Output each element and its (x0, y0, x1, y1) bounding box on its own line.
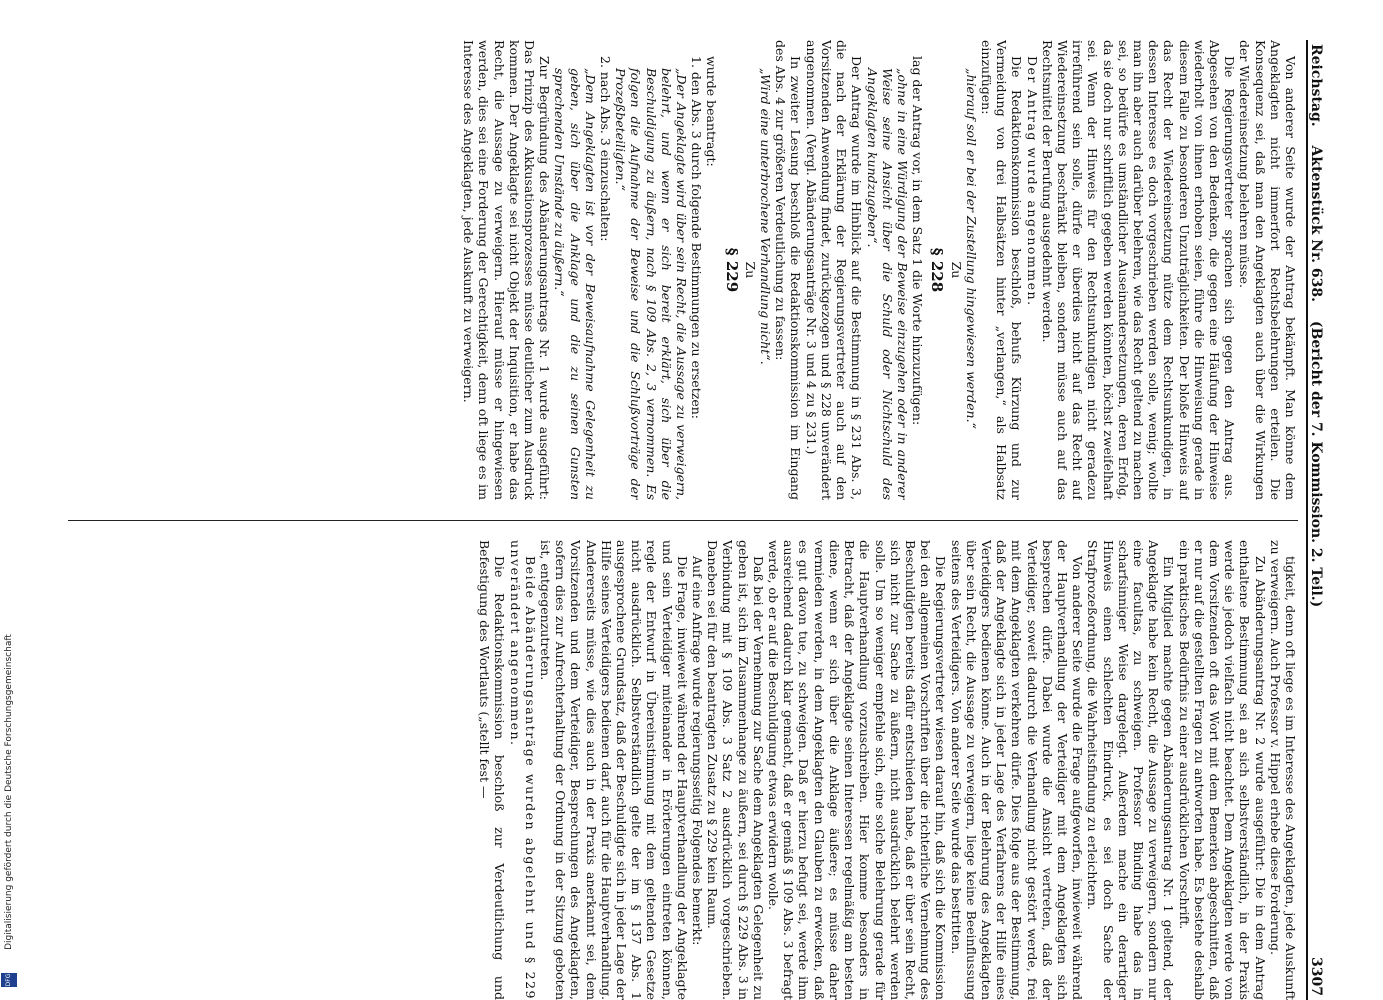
section-intro: Zu (948, 261, 964, 279)
page-number: 3307 (1308, 957, 1324, 996)
header-title (1308, 44, 1324, 621)
quote: „Dem Angeklagten ist vor der Beweisaufnahme Gelegenheit zu geben, sich über die Anklage und die zu seinen Gunsten sprechenden Umstände zu äußern.“ (552, 68, 598, 500)
paragraph: Von anderer Seite wurde der Antrag bekämpft. Man könne dem Angeklagten nicht immerfort Rechtsbelehrungen erteilen. Die Konsequenz sei, daß man den Angeklagten auch über die Wirkungen der Wiedereinsetzung belehren müsse. (1237, 40, 1298, 500)
paragraph: Die Redaktionskommission beschloß zur Verdeutlichung und Befestigung des Wortlauts („stellt fest — (477, 540, 508, 1000)
paragraph: wurde beantragt: (704, 56, 720, 167)
paragraph: Die Regierungsvertreter wiesen darauf hin, daß sich die Kommission bei den allgemeinen Vorschriften über die richterliche Vernehmung des Beschuldigten bereits dafür entschieden habe, daß er über sein Recht, sich nicht zur Sache zu äußern, nicht ausdrücklich belehrt werden solle. Um so weniger empfehle sich, eine solche Belehrung gerade für die Hauptverhandlung vorzuschreiben. Hier komme besonders in Betracht, daß der Angeklagte seinen Interessen regelmäßig am besten diene, wenn er sich über die Anklage äußere; es müsse daher vermieden werden, in dem Angeklagten den Glauben zu erwecken, daß es gut davon tue, zu schweigen. Daß er hierzu befugt sei, werde ihm ausreichend dadurch klar gemacht, daß er gemäß § 109 Abs. 3 befragt werde, ob er auf die Beschuldigung etwas erwidern wolle. (766, 540, 949, 1000)
dfg-logo-icon: DFG (1, 973, 17, 987)
quote: „ohne in eine Würdigung der Beweise einzugehen oder in anderer Weise seine Ansicht über die Schuld oder Nichtschuld des Angeklagten kundzugeben“. (864, 68, 910, 500)
header-reichstag: Reichstag. (1308, 44, 1324, 127)
paragraph: Die Regierungsvertreter sprachen sich gegen den Antrag aus. Abgesehen von den Bedenken, die gegen eine Häufung der Hinweise wiederholt von ihnen erhoben seien, führe die Hinweisung gerade in diesem Falle zu besonderen Unzuträglichkeiten. Der bloße Hinweis auf das Recht der Wiedereinsetzung nütze dem Rechtsunkundigen, in dessen Interesse es doch vorgeschrieben werden solle, wenig; wollte man ihn aber auch darüber belehren, wie das Recht geltend zu machen sei, so bedürfe es umständlicher Auseinandersetzungen, deren Erfolg, da sie doch nur schriftlich gegeben werden könnten, höchst zweifelhaft sei. Wenn der Hinweis für den Rechtsunkundigen nicht geradezu irreführend sein solle, dürfe er überdies nicht auf das Recht auf Wiedereinsetzung beschränkt bleiben, sondern müsse auch auf das Rechtsmittel der Berufung ausgedehnt werden. (1039, 40, 1238, 500)
left-column (68, 40, 1298, 500)
paragraph: tigkeit, denn oft liege es im Interesse des Angeklagten, jede Auskunft zu verweigern. Auch Professor v. Hippel erhebe diese Forderung. (1267, 540, 1298, 1000)
paragraph: Die Redaktionskommission beschloß, behufs Kürzung und zur Vermeidung von drei Halbsätzen hinter „verlangen,“ als Halbsatz einzufügen: (978, 40, 1025, 500)
list-item: 2. nach Abs. 3 einzuschalten: (598, 56, 614, 242)
paragraph: Beide Abänderungsanträge wurden abgelehnt und § 229 unverändert angenommen. (507, 540, 538, 1000)
scanned-page (38, 40, 1338, 1000)
paragraph: In zweiter Lesung beschloß die Redaktionskommission im Eingang des Abs. 4 zur größeren Verdeutlichung zu fassen: (773, 40, 804, 500)
section-heading-229: § 229 (722, 247, 741, 293)
right-column (68, 540, 1298, 1000)
column-divider (68, 520, 1298, 521)
section-heading-228: § 228 (928, 247, 947, 293)
paragraph: Der Antrag wurde im Hinblick auf die Bestimmung in § 231 Abs. 3, die nach der Erklärung der Regierungsvertreter auch auf den Vorsitzenden Anwendung findet, zurückgezogen und § 228 unverändert angenommen. (Vergl. Abänderungsanträge Nr. 3 und 4 zu § 231.) (803, 40, 865, 500)
side-attribution (0, 0, 18, 1000)
paragraph: Die Frage, inwieweit während der Hauptverhandlung der Angeklagte und sein Verteidiger miteinander in Erörterungen eintreten können, regle der Entwurf in Übereinstimmung mit dem geltenden Gesetze nicht ausdrücklich. Selbstverständlich gelte der im § 137 Abs. 1 ausgesprochene Grundsatz, daß der Beschuldigte sich in jeder Lage der Hilfe seines Verteidigers bedienen darf, auch für die Hauptverhandlung. Andererseits müsse, wie dies auch in der Praxis anerkannt sei, dem Vorsitzenden und dem Verteidiger, Besprechungen des Angeklagten, sofern dies zur Aufrechterhaltung der Ordnung in der Sitzung geboten ist, entgegenzutreten. (538, 540, 690, 1000)
paragraph: Zur Begründung des Abänderungsantrags Nr. 1 wurde ausgeführt: Das Prinzip des Akkusationsprozesses müsse deutlicher zum Ausdruck kommen. Der Angeklagte sei nicht Objekt der Inquisition, er habe das Recht, die Aussage zu verweigern. Hierauf müsse er hingewiesen werden, dies sei eine Forderung der Gerechtigkeit, denn oft liege es im Interesse des Angeklagten, jede Auskunft zu verweigern. (461, 40, 553, 500)
quote: „hierauf soll er bei der Zustellung hingewiesen werden.“ (963, 68, 979, 429)
paragraph: Der Antrag wurde angenommen. (1024, 56, 1040, 307)
paragraph: Auf eine Anfrage wurde regierungsseitig Folgendes bemerkt: (690, 556, 706, 946)
paragraph: lag der Antrag vor, in dem Satz 1 die Worte hinzuzufügen: (910, 56, 926, 426)
paragraph: Daß bei der Vernehmung zur Sache dem Angeklagten Gelegenheit zu geben ist, sich im Zusammenhange zu äußern, sei durch § 229 Abs. 3 in Verbindung mit § 109 Abs. 3 Satz 2 ausdrücklich vorgeschrieben. Daneben sei für den beantragten Zusatz zu § 229 kein Raum. (705, 540, 766, 1000)
section-intro: Zu (742, 261, 758, 279)
header-aktenstueck: Aktenstück Nr. 638. (1308, 145, 1324, 303)
paragraph: Von anderer Seite wurde die Frage aufgeworfen, inwieweit während der Hauptverhandlung der Verteidiger mit dem Angeklagten sich besprechen dürfe. Dabei wurde die Ansicht vertreten, daß der Verteidiger, soweit dadurch die Verhandlung nicht gestört werde, frei mit dem Angeklagten verkehren dürfe. Dies folge aus der Bestimmung, daß der Angeklagte sich in jeder Lage des Verfahrens der Hilfe eines Verteidigers bedienen könne. Auch in der Belehrung des Angeklagten über sein Recht, die Aussage zu verweigern, liege keine Beeinflussung seitens des Verteidigers. Von anderer Seite wurde das bestritten. (948, 540, 1086, 1000)
header-bericht: (Bericht der 7. Kommission. 2. Teil.) (1308, 320, 1324, 608)
paragraph: Ein Mitglied machte gegen Abänderungsantrag Nr. 1 geltend, der Angeklagte habe kein Recht, die Aussage zu verweigern, sondern nur eine facultas, zu schweigen. Professor Binding habe das in scharfsinniger Weise dargelegt. Außerdem mache ein derartiger Hinweis einen schlechten Eindruck, es sei doch Sache der Strafprozeßordnung, die Wahrheitsfindung zu erleichtern. (1085, 540, 1177, 1000)
list-item: 1. den Abs. 3 durch folgende Bestimmungen zu ersetzen: (689, 56, 705, 419)
quote: „Der Angeklagte wird über sein Recht, die Aussage zu verweigern, belehrt, und wenn er sich bereit erklärt, sich über die Beschuldigung zu äußern, nach § 109 Abs. 2, 3 vernommen. Es folgen die Aufnahme der Beweise und die Schlußvorträge der Prozeßbeteiligten.“ (613, 68, 690, 500)
paragraph: Zu Abänderungsantrag Nr. 2 wurde ausgeführt: Die in dem Antrag enthaltene Bestimmung sei an sich selbstverständlich, in der Praxis werde sie jedoch vielfach nicht beachtet. Dem Angeklagten werde von dem Vorsitzenden oft das Wort mit dem Bemerken abgeschnitten, daß er nur auf die gestellten Fragen zu antworten habe. Es bestehe deshalb ein praktisches Bedürfnis zu einer ausdrücklichen Vorschrift. (1176, 540, 1268, 1000)
dfg-attribution-text: Digitalisierung gefördert durch die Deutsche Forschungsgemeinschaft (4, 634, 14, 950)
page-header (1306, 40, 1338, 1000)
quote: „Wird eine unterbrochene Verhandlung nicht“. (758, 68, 774, 365)
